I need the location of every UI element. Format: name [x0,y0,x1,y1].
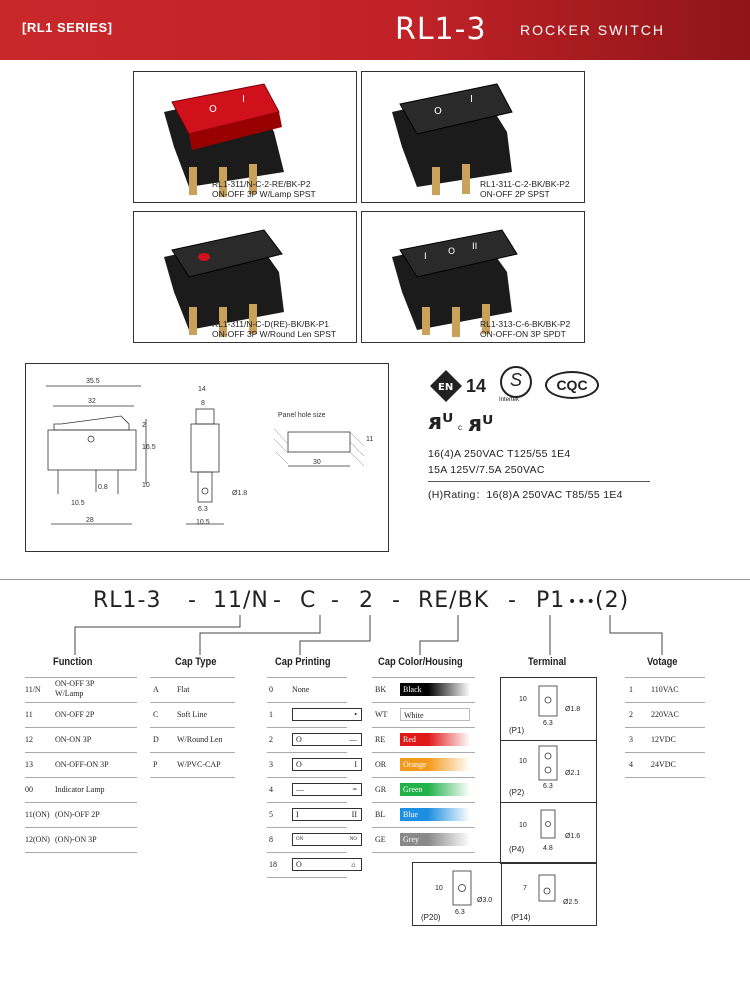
code-connector-lines [0,615,750,665]
cap-printing-sample [292,733,362,746]
function-code: 11/N [25,685,41,694]
svg-text:O: O [448,247,456,257]
votage-row [625,753,705,778]
series-label: [RL1 SERIES] [22,20,113,35]
cap-mark-left: O [296,735,302,744]
cap-mark-right: NO [349,837,357,842]
votage-code: 3 [629,735,633,744]
color-code: BL [375,810,386,819]
color-row [372,803,475,828]
cap-printing-sample [292,833,362,846]
cap-type-row [150,678,235,703]
p20-width: 6.3 [455,909,465,916]
function-title: Function [53,656,93,668]
function-row [25,728,137,753]
cap-type-code: C [153,710,159,719]
cap-printing-row [267,803,357,828]
dim-hole-1-8: Ø1.8 [232,490,248,497]
cap-printing-row [267,828,357,853]
cap-printing-row [267,753,357,778]
cap-type-code: A [153,685,159,694]
cap-mark-left: O [296,860,302,869]
svg-text:ᴙᵁ: ᴙᵁ [428,410,454,435]
color-code: WT [375,710,388,719]
code-function: 11/N [213,588,269,613]
cap-mark-right: — [349,735,357,744]
cap-printing-sample [292,808,362,821]
cap-printing-code: 0 [269,685,273,694]
terminal-title: Terminal [528,656,567,668]
dim-11: 11 [366,436,374,443]
code-dash-4: - [392,588,401,613]
dim-32: 32 [88,398,96,405]
p1-label: (P1) [509,726,525,735]
function-code: 12(ON) [25,835,50,844]
product-subtitle: ROCKER SWITCH [520,22,665,38]
svg-text:O: O [209,104,217,115]
cap-color-title: Cap Color/Housing [378,656,463,668]
p20-hole: Ø3.0 [477,897,493,904]
cap-type-row [150,728,235,753]
cap-printing-row [267,853,357,878]
ul-mark [428,405,508,440]
cap-printing-code: 3 [269,760,273,769]
rating-line-3: (H)Rating：16(8)A 250VAC T85/55 1E4 [428,489,623,501]
votage-desc: 12VDC [651,735,676,744]
cap-mark-right: ☼ [349,860,357,869]
rating-divider [428,481,650,482]
cap-mark-right: I [354,760,357,769]
code-model: RL1-3 [93,588,162,613]
photo-2-code: RL1-311-C-2-BK/BK-P2 [480,179,570,189]
color-row [372,728,475,753]
code-dash-1: - [188,588,197,613]
dim-8: 8 [201,400,205,407]
function-row [25,703,137,728]
cap-printing-sample [292,858,362,871]
code-cap-printing: 2 [359,588,374,613]
cap-type-code: P [153,760,158,769]
cap-printing-row [267,778,357,803]
votage-code: 1 [629,685,633,694]
color-swatch-black: Black [400,683,470,696]
function-row [25,753,137,778]
cap-printing-row [267,728,357,753]
cap-printing-code: 4 [269,785,273,794]
section-divider [0,579,750,580]
p1-width: 6.3 [543,720,553,727]
photo-panel-1 [133,71,357,203]
color-row [372,778,475,803]
p4-label: (P4) [509,845,525,854]
enec-mark [428,368,498,409]
ul-recognized-logo-icon [428,405,508,435]
cap-mark-left: ON [296,837,304,842]
p14-hole: Ø2.5 [563,899,579,906]
code-dash-2: - [273,588,282,613]
svg-text:EN: EN [438,382,454,393]
dim-28: 28 [86,517,94,524]
model-title: RL1-3 [395,12,487,47]
dim-2: 2 [142,422,146,429]
color-swatch-blue: Blue [400,808,470,821]
p2-hole: Ø2.1 [565,770,581,777]
p20-height: 10 [435,885,443,892]
function-code: 11 [25,710,33,719]
svg-text:I: I [470,94,473,105]
svg-text:II: II [472,242,478,252]
p2-height: 10 [519,758,527,765]
function-desc: ON-OFF 2P [55,710,95,719]
color-swatch-grey: Grey [400,833,470,846]
panel-hole-label: Panel hole size [278,412,326,419]
cap-printing-sample [292,708,362,721]
rating-line-2: 15A 125V/7.5A 250VAC [428,464,545,476]
function-code: 13 [25,760,33,769]
color-code: GE [375,835,386,844]
code-dash-3: - [331,588,340,613]
cap-printing-code: 18 [269,860,277,869]
photo-2-desc: ON-OFF 2P SPST [480,189,550,199]
function-row [25,828,137,853]
votage-desc: 24VDC [651,760,676,769]
function-row [25,803,137,828]
photo-panel-2 [361,71,585,203]
cap-printing-title: Cap Printing [275,656,331,668]
cap-type-row [150,703,235,728]
cap-type-desc: Soft Line [177,710,207,719]
photo-panel-3 [133,211,357,343]
color-code: OR [375,760,387,769]
votage-code: 4 [629,760,633,769]
cap-type-code: D [153,735,159,744]
cap-mark-right: = [352,785,357,794]
photo-1-code: RL1-311/N-C-2-RE/BK-P2 [212,179,311,189]
function-row [25,778,137,803]
votage-desc: 110VAC [651,685,679,694]
dimension-drawing [25,363,389,552]
function-code: 11(ON) [25,810,50,819]
color-swatch-white: White [400,708,470,721]
cap-mark-left: I [296,810,299,819]
cap-type-desc: W/PVC-CAP [177,760,221,769]
cqc-mark: CQC [545,371,599,399]
dim-35-5: 35.5 [86,378,100,385]
enec-number: 14 [466,376,487,396]
cap-mark-right: • [354,710,357,719]
p2-width: 6.3 [543,783,553,790]
svg-text:O: O [434,106,442,117]
cap-printing-code: 5 [269,810,273,819]
cap-printing-row [267,703,357,728]
cap-type-row [150,753,235,778]
cap-type-title: Cap Type [175,656,217,668]
dim-30: 30 [313,459,321,466]
function-desc: ON-OFF 3P W/Lamp [55,679,95,698]
function-desc: ON-ON 3P [55,735,92,744]
function-desc: Indicator Lamp [55,785,105,794]
p4-width: 4.8 [543,845,553,852]
svg-text:I: I [424,252,427,262]
color-code: GR [375,785,387,794]
code-terminal: P1 [536,588,566,613]
color-row [372,828,475,853]
photo-4-code: RL1-313-C-6-BK/BK-P2 [480,319,571,329]
cap-printing-row [267,678,347,703]
votage-desc: 220VAC [651,710,679,719]
p2-label: (P2) [509,788,525,797]
votage-row [625,703,705,728]
code-dash-5: - [508,588,517,613]
votage-code: 2 [629,710,633,719]
dim-16-5: 16.5 [142,444,156,451]
code-cap-type: C [300,588,317,613]
dim-14: 14 [198,386,206,393]
color-swatch-orange: Orange [400,758,470,771]
dim-6-3: 6.3 [198,506,208,513]
cap-printing-code: 2 [269,735,273,744]
votage-title: Votage [647,656,678,668]
color-swatch-red: Red [400,733,470,746]
color-code: RE [375,735,386,744]
svg-text:I: I [242,94,245,105]
p1-height: 10 [519,696,527,703]
rating-line-1: 16(4)A 250VAC T125/55 1E4 [428,448,571,460]
code-voltage: (2) [595,588,630,613]
cap-type-desc: W/Round Len [177,735,223,744]
cap-mark-right: II [351,810,357,819]
function-desc: ON-OFF-ON 3P [55,760,109,769]
intertek-label: Intertek [499,397,520,403]
svg-text:ᴙᵁ: ᴙᵁ [468,412,494,435]
dim-10: 10 [142,482,150,489]
photo-1-desc: ON-OFF 3P W/Lamp SPST [212,189,316,199]
dim-10-5-side: 10.5 [196,519,210,526]
function-desc: (ON)-ON 3P [55,835,97,844]
cap-printing-sample [292,758,362,771]
code-color: RE/BK [418,588,490,613]
code-dots: ••• [568,594,596,610]
cap-printing-desc: None [292,685,310,694]
cap-type-desc: Flat [177,685,190,694]
color-row [372,703,475,728]
function-desc: (ON)-OFF 2P [55,810,100,819]
color-swatch-green: Green [400,783,470,796]
color-code: BK [375,685,387,694]
p14-height: 7 [523,885,527,892]
cap-printing-code: 8 [269,835,273,844]
dim-10-5: 10.5 [71,500,85,507]
photo-panel-4 [361,211,585,343]
p4-hole: Ø1.6 [565,833,581,840]
p20-label: (P20) [421,913,441,922]
terminal-drawings [501,678,596,863]
intertek-s-mark-icon: S [500,366,532,398]
cap-printing-code: 1 [269,710,273,719]
votage-row [625,728,705,753]
terminal-panel [500,677,597,864]
p14-label: (P14) [511,913,531,922]
photo-4-desc: ON-OFF-ON 3P SPDT [480,329,566,339]
dim-0-8: 0.8 [98,484,108,491]
votage-row [625,678,705,703]
color-row [372,678,475,703]
p1-hole: Ø1.8 [565,706,581,713]
ul-c-mark: c [458,423,462,432]
color-row [372,753,475,778]
photo-3-code: RL1-311/N-C-D(RE)-BK/BK-P1 [212,319,329,329]
function-row [25,678,137,703]
cap-mark-left: — [296,785,304,794]
terminal-panel-lower [412,862,597,926]
cap-printing-sample [292,783,362,796]
photo-3-desc: ON-OFF 3P W/Round Len SPST [212,329,337,339]
function-code: 00 [25,785,33,794]
function-code: 12 [25,735,33,744]
enec-logo-icon [428,368,498,404]
p4-height: 10 [519,822,527,829]
cap-mark-left: O [296,760,302,769]
